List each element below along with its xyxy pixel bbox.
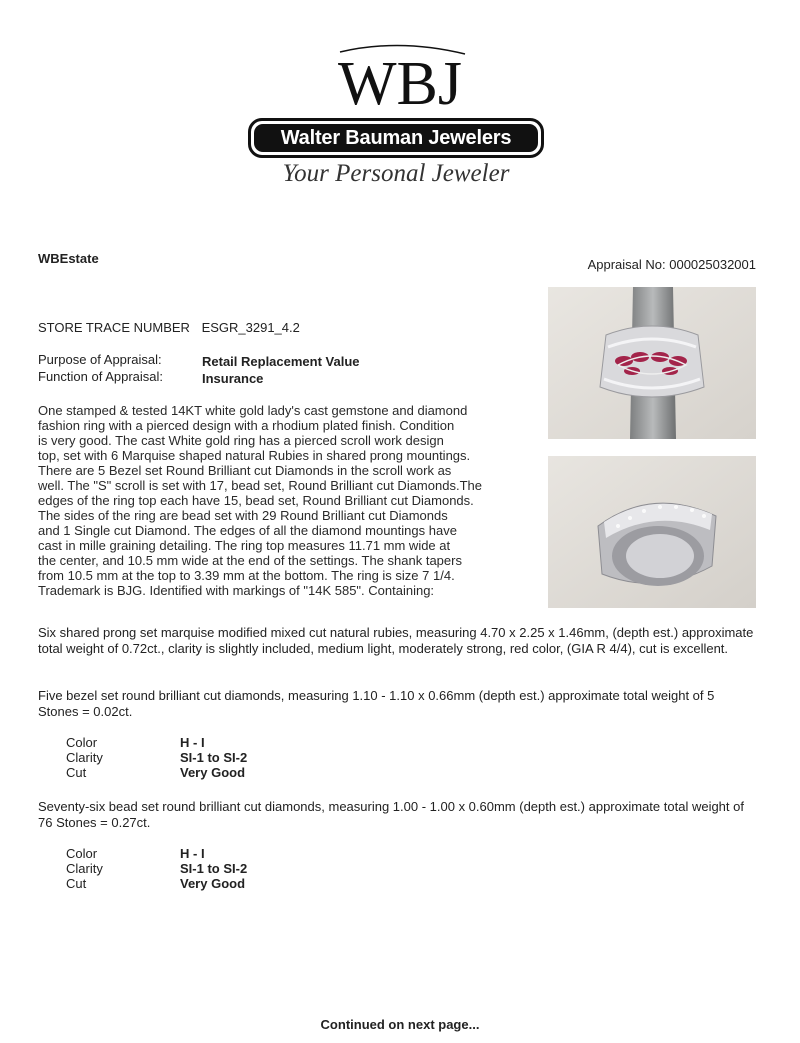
bead-cut-label: Cut xyxy=(66,876,87,891)
rubies-paragraph: Six shared prong set marquise modified mixed cut natural rubies, measuring 4.70 x 2.25 x 1.46mm, (depth est.) approximate total weight of 0.72ct., clarity is slightly included, medium light, moderately strong, red color, (GIA R 4/4), cut is excellent. xyxy=(38,625,754,656)
bezel-color-row xyxy=(66,735,205,751)
trace-value: ESGR_3291_4.2 xyxy=(201,320,300,335)
purpose-label: Purpose of Appraisal: xyxy=(38,352,162,367)
wbj-monogram-logo xyxy=(300,40,500,125)
bezel-cut-row xyxy=(66,765,245,781)
bead-diamonds-paragraph: Seventy-six bead set round brilliant cut diamonds, measuring 1.00 - 1.00 x 0.60mm (depth est.) approximate total weight of 76 Stones = 0.27ct. xyxy=(38,799,744,830)
continued-notice: Continued on next page... xyxy=(320,1017,480,1032)
logo-banner-text: Walter Bauman Jewelers xyxy=(254,124,538,152)
bezel-color-label: Color xyxy=(66,735,98,750)
bead-clarity-label: Clarity xyxy=(66,861,103,876)
bezel-cut-value: Very Good xyxy=(180,765,246,780)
bezel-cut-label: Cut xyxy=(66,765,87,780)
bezel-color-value: H - I xyxy=(180,735,205,750)
bezel-diamonds-paragraph: Five bezel set round brilliant cut diamonds, measuring 1.10 - 1.10 x 0.66mm (depth est.) approximate total weight of 5 Stones = 0.02ct. xyxy=(38,688,715,719)
trace-label: STORE TRACE NUMBER xyxy=(38,320,190,335)
bead-color-row xyxy=(66,846,205,862)
ring-photo-side xyxy=(548,456,756,608)
function-label: Function of Appraisal: xyxy=(38,369,164,384)
logo-tagline: Your Personal Jeweler xyxy=(282,160,510,187)
bead-clarity-value: SI-1 to SI-2 xyxy=(180,861,248,876)
logo-banner xyxy=(248,118,544,158)
bezel-clarity-value: SI-1 to SI-2 xyxy=(180,750,248,765)
company-code: WBEstate xyxy=(38,251,99,266)
bead-color-value: H - I xyxy=(180,846,205,861)
appraisal-number: Appraisal No: 000025032001 xyxy=(587,257,756,272)
bead-color-label: Color xyxy=(66,846,98,861)
ring-photo-front xyxy=(548,287,756,439)
bead-clarity-row xyxy=(66,861,247,877)
bead-cut-value: Very Good xyxy=(180,876,246,891)
bezel-clarity-row xyxy=(66,750,247,766)
monogram-text: WBJ xyxy=(338,50,462,118)
purpose-value: Retail Replacement Value xyxy=(202,354,360,369)
bead-cut-row xyxy=(66,876,245,892)
function-value: Insurance xyxy=(202,371,264,386)
ring-description: One stamped & tested 14KT white gold lady's cast gemstone and diamond fashion ring with a pierced design with a rhodium plated finish. Condition is very good. The cast White gold ring has a pierced scroll work design top, set with 6 Marquise shaped natural Rubies in shared prong mountings. There are 5 Bezel set Round Brilliant cut Diamonds in the scroll work as well. The "S" scroll is set with 17, bead set, Round Brilliant cut Diamonds.The edges of the ring top each have 15, bead set, Round Brilliant cut Diamonds. The sides of the ring are bead set with 29 Round Brilliant cut Diamonds and 1 Single cut Diamond. The edges of all the diamond mountings have cast in mille graining detailing. The ring top measures 11.71 mm wide at the center, and 10.5 mm wide at the end of the settings. The shank tapers from 10.5 mm at the top to 3.39 mm at the bottom. The ring is size 7 1/4. Trademark is BJG. Identified with markings of "14K 585". Containing: xyxy=(38,403,482,598)
bezel-clarity-label: Clarity xyxy=(66,750,103,765)
store-trace-number xyxy=(38,320,300,335)
